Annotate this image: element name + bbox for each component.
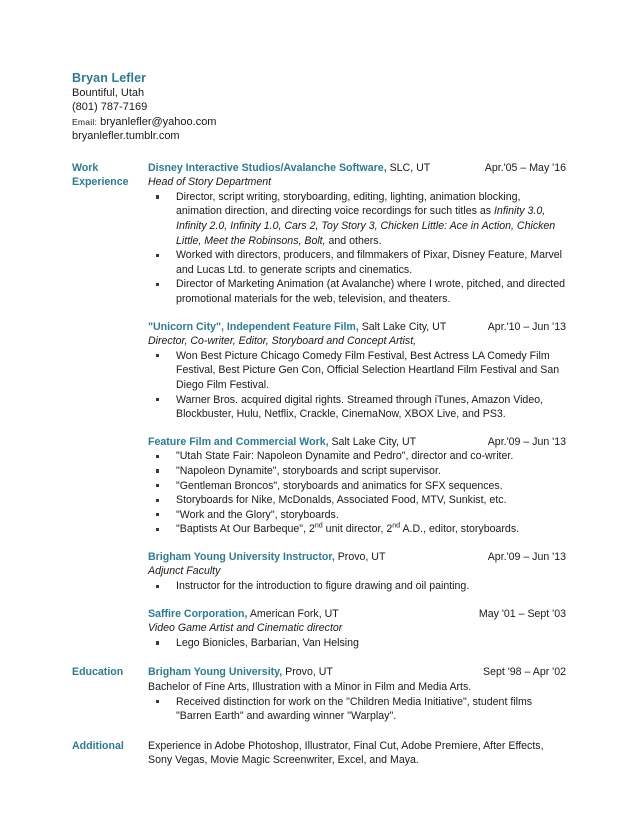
candidate-website: bryanlefler.tumblr.com — [72, 130, 180, 143]
spacer — [148, 307, 566, 320]
entry-organization: "Unicorn City", Independent Feature Film, — [148, 320, 359, 333]
entry-header — [148, 161, 566, 176]
bullet-list — [148, 449, 566, 537]
entry-location: American Fork, UT — [247, 607, 339, 620]
section-education — [72, 665, 566, 723]
text-run: Received distinction for work on the "Children Media Initiative", student films "Barren Earth" and awarding winner "Warplay". — [176, 695, 533, 723]
education-degree: Bachelor of Fine Arts, Illustration with a Minor in Film and Media Arts. — [148, 681, 472, 694]
ordinal-suffix: nd — [392, 521, 401, 530]
entry-dates: Apr.'10 – Jun '13 — [487, 320, 566, 333]
candidate-email: bryanlefler@yahoo.com — [100, 115, 217, 128]
email-label: Email: — [72, 116, 98, 127]
entry-org-location — [148, 435, 478, 450]
bullet-list — [148, 349, 566, 422]
entry-org-location — [148, 665, 473, 680]
entry-org-location — [148, 320, 478, 335]
section-work-experience — [72, 161, 566, 651]
work-entry — [148, 320, 566, 422]
section-additional — [72, 739, 566, 768]
bullet-item — [148, 464, 566, 479]
bullet-item — [148, 248, 566, 277]
text-run: Director, script writing, storyboarding, editing, lighting, animation blocking, animation direction, and directing voice recordings for such titles as — [176, 190, 521, 218]
spacer — [72, 144, 566, 161]
entry-dates: Sept '98 – Apr '02 — [483, 666, 566, 679]
entry-location: Salt Lake City, UT — [358, 320, 447, 333]
entry-location: SLC, UT — [386, 161, 431, 174]
bullet-item — [148, 190, 566, 248]
additional-skills-text: Experience in Adobe Photoshop, Illustrator, Final Cut, Adobe Premiere, After Effects, Sony Vegas, Movie Magic Screenwriter, Excel, and Maya. — [148, 739, 544, 767]
entry-header — [148, 607, 566, 622]
candidate-name: Bryan Lefler — [72, 71, 147, 85]
spacer — [72, 650, 566, 665]
bullet-item — [148, 277, 566, 306]
resume-header — [72, 70, 566, 144]
entry-dates: May '01 – Sept '03 — [478, 607, 566, 620]
work-entries-container — [148, 161, 566, 651]
text-run: "Baptists At Our Barbeque", 2 — [176, 523, 315, 536]
bullet-item — [148, 695, 566, 724]
text-run: Lego Bionicles, Barbarian, Van Helsing — [176, 636, 359, 649]
work-entry — [148, 550, 566, 594]
additional-body — [148, 739, 566, 768]
candidate-email-row — [72, 115, 566, 129]
section-label-line-2: Experience — [72, 175, 129, 188]
ordinal-suffix: nd — [314, 521, 323, 530]
bullet-item — [148, 636, 566, 651]
education-entry — [148, 665, 566, 723]
entry-dates: Apr.'05 – May '16 — [484, 161, 566, 174]
entry-role-title: Director, Co-writer, Editor, Storyboard and Concept Artist, — [148, 335, 417, 348]
bullet-item — [148, 493, 566, 508]
entry-role-title: Video Game Artist and Cinematic director — [148, 622, 343, 635]
bullet-item — [148, 522, 566, 537]
text-run: Director of Marketing Animation (at Avalanche) where I wrote, pitched, and directed promotional materials for the web, television, and theaters. — [176, 278, 566, 305]
work-entry — [148, 435, 566, 537]
entry-organization: Brigham Young University, — [148, 666, 283, 679]
work-entry — [148, 607, 566, 651]
bullet-item — [148, 579, 566, 594]
text-run: "Utah State Fair: Napoleon Dynamite and Pedro", director and co-writer. — [176, 450, 514, 463]
text-run: Won Best Picture Chicago Comedy Film Festival, Best Actress LA Comedy Film Festival, Best Picture Gen Con, Official Selection Heartland Film Festival and San Diego Film Festival. — [176, 349, 560, 391]
work-entry — [148, 161, 566, 307]
bullet-item — [148, 508, 566, 523]
entry-header — [148, 320, 566, 335]
entry-role-title: Head of Story Department — [148, 176, 272, 189]
text-run: "Gentleman Broncos", storyboards and animatics for SFX sequences. — [176, 479, 503, 492]
text-run: Instructor for the introduction to figure drawing and oil painting. — [176, 580, 470, 593]
title-italic: Infinity 3.0, Infinity 2.0, Infinity 1.0, Cars 2, Toy Story 3, Chicken Little: Ace in Action, Chicken Little, Meet the Robinsons, Bolt, — [176, 205, 556, 247]
section-label-education: Education — [72, 666, 124, 679]
education-entries-container — [148, 665, 566, 723]
entry-dates: Apr.'09 – Jun '13 — [487, 550, 566, 563]
spacer — [72, 724, 566, 739]
entry-dates: Apr.'09 – Jun '13 — [487, 435, 566, 448]
entry-location: Provo, UT — [282, 666, 333, 679]
candidate-phone: (801) 787-7169 — [72, 101, 148, 114]
bullet-list — [148, 636, 566, 651]
text-run: unit director, 2 — [322, 523, 393, 536]
entry-organization: Disney Interactive Studios/Avalanche Software, — [148, 161, 387, 174]
bullet-list — [148, 579, 566, 594]
entry-header — [148, 665, 566, 680]
candidate-location: Bountiful, Utah — [72, 87, 145, 99]
spacer — [148, 422, 566, 435]
entry-header — [148, 435, 566, 450]
spacer — [148, 537, 566, 550]
section-label-work-experience — [72, 161, 148, 189]
bullet-item — [148, 449, 566, 464]
bullet-item — [148, 393, 566, 422]
entry-organization: Saffire Corporation, — [148, 607, 248, 620]
bullet-list — [148, 190, 566, 307]
text-run: Warner Bros. acquired digital rights. Streamed through iTunes, Amazon Video, Blockbuster, Hulu, Netflix, Crackle, CinemaNow, XBOX Live, and PS3. — [176, 393, 544, 421]
bullet-list — [148, 695, 566, 724]
entry-organization: Brigham Young University Instructor, — [148, 550, 335, 563]
entry-role-title: Adjunct Faculty — [148, 565, 221, 578]
entry-organization: Feature Film and Commercial Work, — [148, 435, 329, 448]
text-run: and others. — [325, 234, 382, 247]
section-label-line-1: Work — [72, 161, 99, 174]
bullet-item — [148, 479, 566, 494]
text-run: Storyboards for Nike, McDonalds, Associated Food, MTV, Sunkist, etc. — [176, 494, 507, 507]
entry-org-location — [148, 161, 475, 176]
text-run: "Napoleon Dynamite", storyboards and script supervisor. — [176, 464, 441, 477]
entry-org-location — [148, 607, 469, 622]
section-label-additional: Additional — [72, 739, 124, 752]
bullet-item — [148, 349, 566, 393]
text-run: Worked with directors, producers, and filmmakers of Pixar, Disney Feature, Marvel and Lucas Ltd. to generate scripts and cinematics. — [176, 249, 563, 276]
entry-header — [148, 550, 566, 565]
entry-location: Salt Lake City, UT — [328, 435, 417, 448]
text-run: A.D., editor, storyboards. — [400, 523, 520, 536]
spacer — [148, 594, 566, 607]
entry-location: Provo, UT — [334, 550, 386, 563]
entry-org-location — [148, 550, 478, 565]
text-run: "Work and the Glory", storyboards. — [176, 508, 339, 521]
